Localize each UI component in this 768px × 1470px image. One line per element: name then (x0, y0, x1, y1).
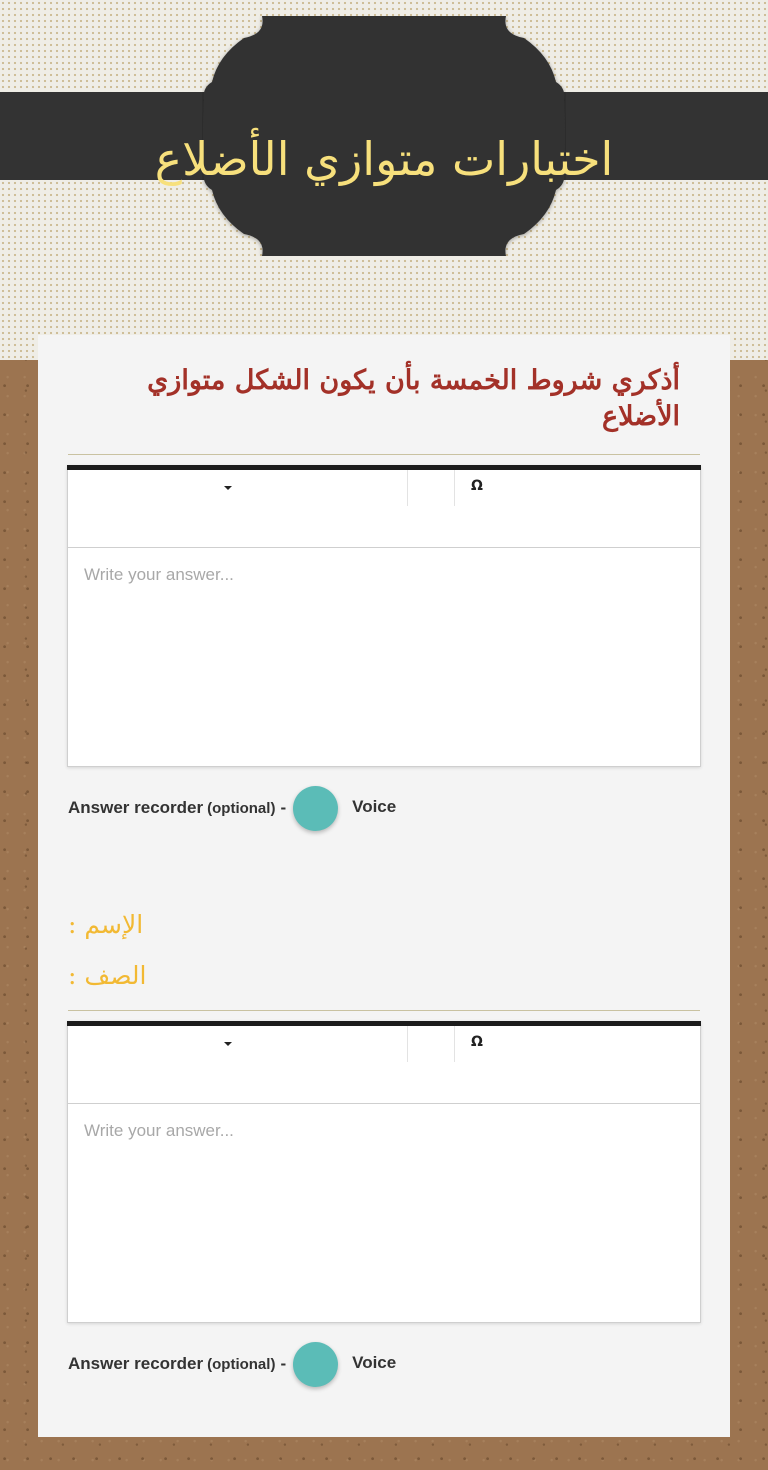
special-character-icon[interactable]: Ω (471, 478, 483, 494)
editor-toolbar (68, 1026, 700, 1104)
question-text: أذكري شروط الخمسة بأن يكون الشكل متوازي الأضلاع (147, 365, 680, 432)
format-dropdown[interactable] (68, 470, 408, 506)
page-title: اختبارات متوازي الأضلاع (154, 132, 614, 186)
student-name-label: الإسم : (68, 910, 144, 939)
divider (68, 1010, 700, 1011)
answer-input-1[interactable] (68, 548, 700, 766)
special-character-icon[interactable]: Ω (471, 1034, 483, 1050)
record-voice-button[interactable] (293, 786, 338, 831)
voice-label: Voice (352, 1352, 397, 1372)
student-class-label: الصف : (68, 961, 147, 990)
answer-editor-2 (67, 1021, 701, 1323)
caret-down-icon (224, 486, 232, 490)
record-voice-button[interactable] (293, 1342, 338, 1387)
answer-recorder-1 (68, 785, 396, 831)
recorder-optional-label: (optional) (207, 799, 276, 817)
editor-toolbar (68, 470, 700, 548)
recorder-dash: - (280, 1354, 287, 1373)
toolbar-button[interactable] (409, 470, 455, 506)
answer-input-2[interactable] (68, 1104, 700, 1322)
form-card (38, 335, 730, 1437)
recorder-label: Answer recorder (68, 1354, 204, 1373)
recorder-dash: - (280, 798, 287, 817)
recorder-optional-label: (optional) (207, 1355, 276, 1373)
caret-down-icon (224, 1042, 232, 1046)
recorder-label: Answer recorder (68, 798, 204, 817)
toolbar-button[interactable] (409, 1026, 455, 1062)
voice-label: Voice (352, 796, 397, 816)
divider (68, 454, 700, 455)
format-dropdown[interactable] (68, 1026, 408, 1062)
answer-editor-1 (67, 465, 701, 767)
answer-recorder-2 (68, 1341, 396, 1387)
